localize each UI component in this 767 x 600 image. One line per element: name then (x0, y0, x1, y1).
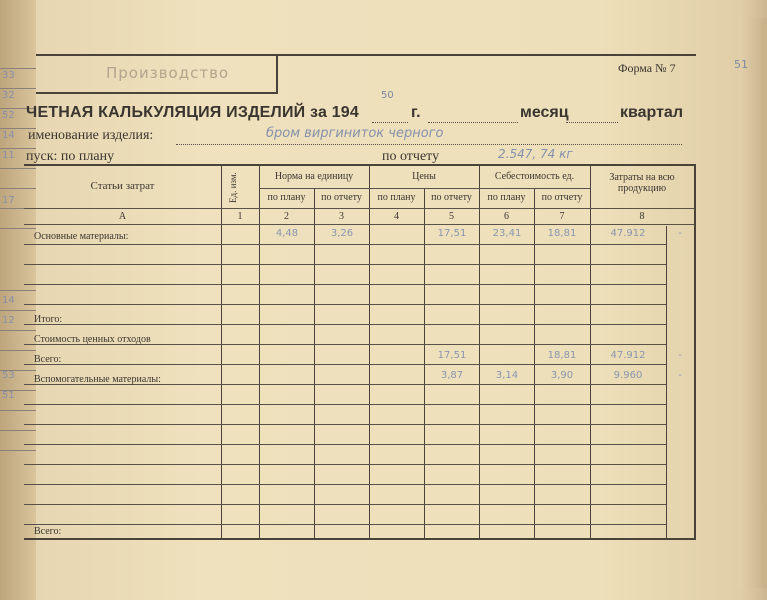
margin-note: 17 (2, 195, 15, 206)
all-total-dash: - (678, 350, 682, 361)
col-number-2: 2 (284, 211, 289, 222)
row-all: Всего: (34, 354, 62, 365)
aux-total: 9.960 (613, 370, 643, 381)
form-title: ЧЕТНАЯ КАЛЬКУЛЯЦИЯ ИЗДЕЛИЙ за 194 (26, 104, 359, 121)
col-number-7: 7 (559, 211, 565, 222)
col-number-6: 6 (504, 211, 509, 222)
month-label: месяц (520, 104, 569, 121)
main-cost-plan: 23,41 (492, 228, 522, 239)
header-unit: Ед. изм. (228, 172, 238, 204)
margin-note: 53 (2, 370, 15, 381)
cost-table (24, 164, 696, 540)
output-report-label: по отчету (382, 149, 440, 164)
header-prices: Цены (412, 171, 436, 182)
col-number-a: А (118, 211, 127, 222)
margin-note: 52 (2, 110, 15, 121)
row-final-total: Всего: (34, 526, 62, 537)
main-total-dash: - (678, 228, 682, 239)
margin-note: 33 (2, 70, 15, 81)
header-norm-report: по отчету (321, 192, 362, 203)
main-total: 47.912 (610, 228, 646, 239)
aux-total-dash: - (678, 370, 682, 381)
col-number-5: 5 (449, 211, 454, 222)
page-number: 51 (734, 58, 748, 71)
header-cost-plan: по плану (487, 192, 526, 203)
main-norm-plan: 4,48 (275, 228, 299, 239)
col-number-3: 3 (339, 211, 344, 222)
header-total: Затраты на всю продукцию (609, 172, 675, 194)
margin-note: 32 (2, 90, 15, 101)
col-number-1: 1 (237, 211, 243, 222)
aux-price-report: 3,87 (440, 370, 464, 381)
stamp-text: Производство (106, 64, 230, 82)
margin-note: 11 (2, 150, 15, 161)
year-suffix: г. (411, 104, 421, 121)
quarter-label: квартал (620, 104, 683, 121)
item-name-label: именование изделия: (28, 128, 154, 143)
row-main-materials: Основные материалы: (34, 231, 129, 242)
header-norm: Норма на единицу (274, 171, 354, 182)
page-stack-edge (739, 18, 767, 588)
row-aux-materials: Вспомогательные материалы: (34, 374, 161, 385)
header-cost-report: по отчету (541, 192, 583, 203)
row-subtotal: Итого: (34, 314, 63, 325)
row-valuable-waste: Стоимость ценных отходов (34, 334, 151, 345)
header-cost-items: Статьи затрат (90, 180, 155, 192)
all-cost-report: 18,81 (547, 350, 577, 361)
header-norm-plan: по плану (267, 192, 306, 203)
calculation-form (26, 18, 748, 588)
main-cost-report: 18,81 (547, 228, 577, 239)
col-number-8: 8 (639, 211, 645, 222)
aux-cost-plan: 3,14 (495, 370, 519, 381)
aux-cost-report: 3,90 (550, 370, 574, 381)
header-prices-plan: по плану (377, 192, 416, 203)
margin-note: 12 (2, 315, 15, 326)
margin-note: 51 (2, 390, 15, 401)
form-number: Форма № 7 (618, 61, 676, 75)
all-total: 47.912 (610, 350, 646, 361)
main-norm-report: 3,26 (330, 228, 354, 239)
main-price-report: 17,51 (437, 228, 467, 239)
all-price-report: 17,51 (437, 350, 467, 361)
output-plan-label: пуск: по плану (26, 149, 115, 164)
margin-note: 14 (2, 130, 15, 141)
col-number-4: 4 (394, 211, 399, 222)
year-handwritten: 50 (381, 90, 394, 101)
margin-note: 14 (2, 295, 15, 306)
header-cost-unit: Себестоимость ед. (494, 171, 575, 182)
output-report-value: 2.547, 74 кг (498, 147, 573, 161)
header-prices-report: по отчету (431, 192, 472, 203)
item-name-value: бром виргиниток черного (266, 126, 444, 141)
